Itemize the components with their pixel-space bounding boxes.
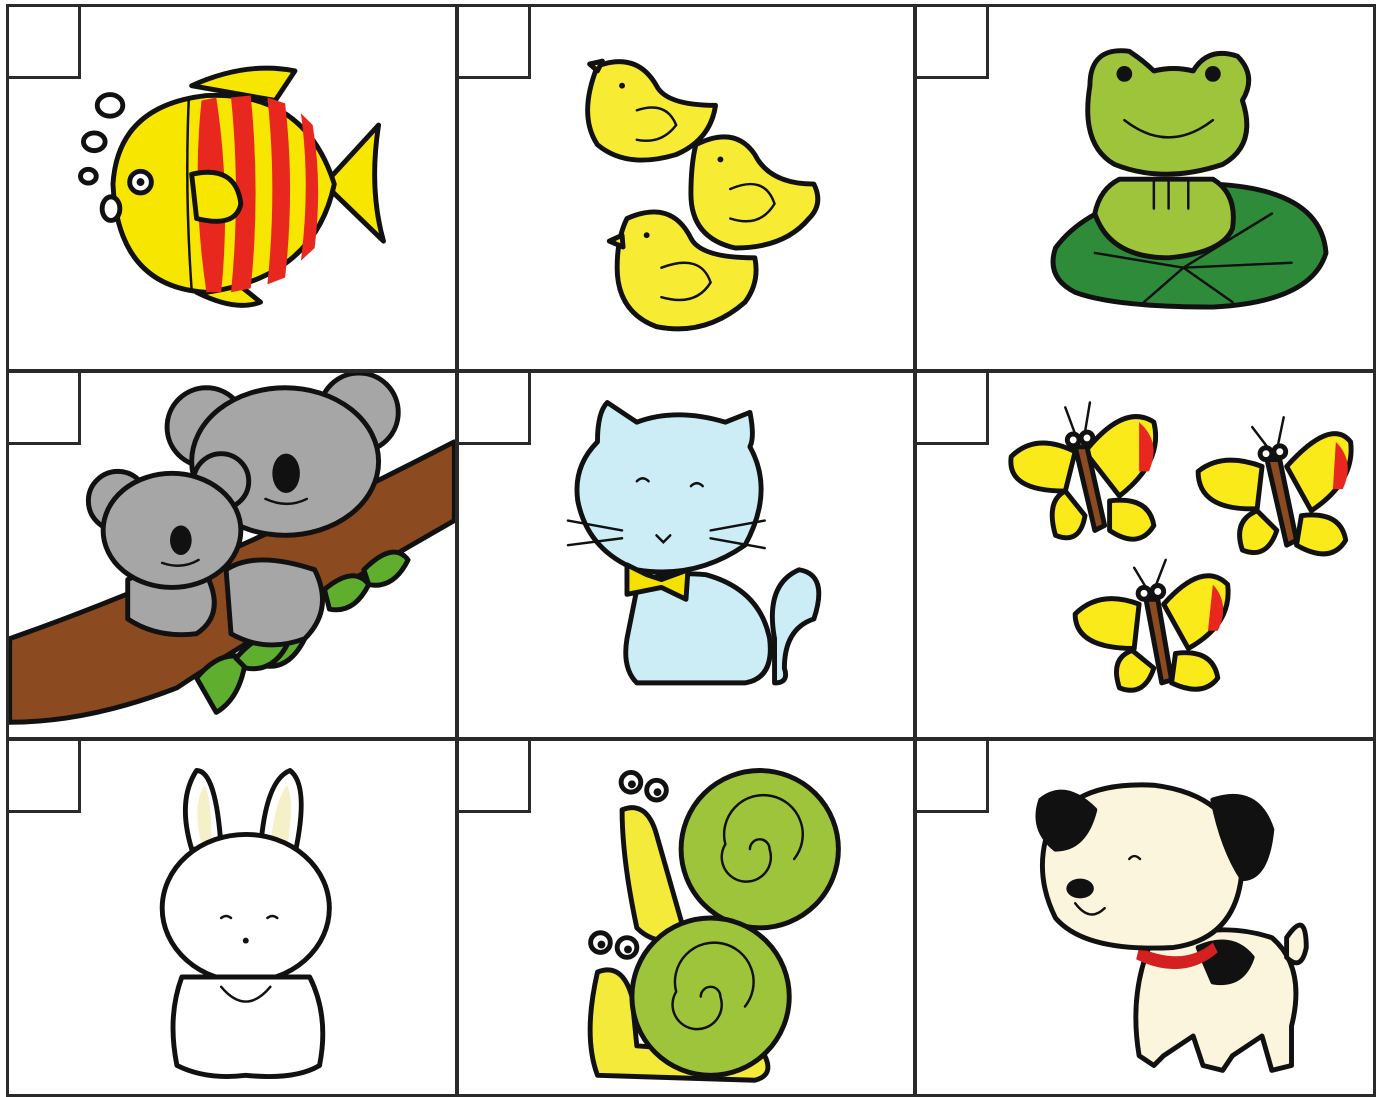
answer-box-snails[interactable] — [459, 741, 531, 813]
cell-koalas — [6, 370, 458, 740]
cell-chicks — [456, 4, 916, 372]
answer-box-rabbit[interactable] — [9, 741, 81, 813]
answer-box-puppy[interactable] — [917, 741, 989, 813]
chick-right — [691, 137, 818, 248]
answer-box-chicks[interactable] — [459, 7, 531, 79]
butterfly-bottom — [1075, 560, 1228, 690]
cell-snails — [456, 738, 916, 1097]
cell-butterflies — [914, 370, 1376, 740]
cell-puppy — [914, 738, 1376, 1097]
butterfly-top-right — [1198, 417, 1351, 554]
cell-cat — [456, 370, 916, 740]
answer-box-frog[interactable] — [917, 7, 989, 79]
butterfly-top-left — [1011, 403, 1156, 540]
cell-fish — [6, 4, 458, 372]
snail-bottom — [590, 918, 789, 1080]
answer-box-fish[interactable] — [9, 7, 81, 79]
answer-box-koalas[interactable] — [9, 373, 81, 445]
answer-box-cat[interactable] — [459, 373, 531, 445]
answer-box-butterflies[interactable] — [917, 373, 989, 445]
snail-top — [621, 770, 838, 940]
cell-frog — [914, 4, 1376, 372]
cell-rabbit — [6, 738, 458, 1097]
